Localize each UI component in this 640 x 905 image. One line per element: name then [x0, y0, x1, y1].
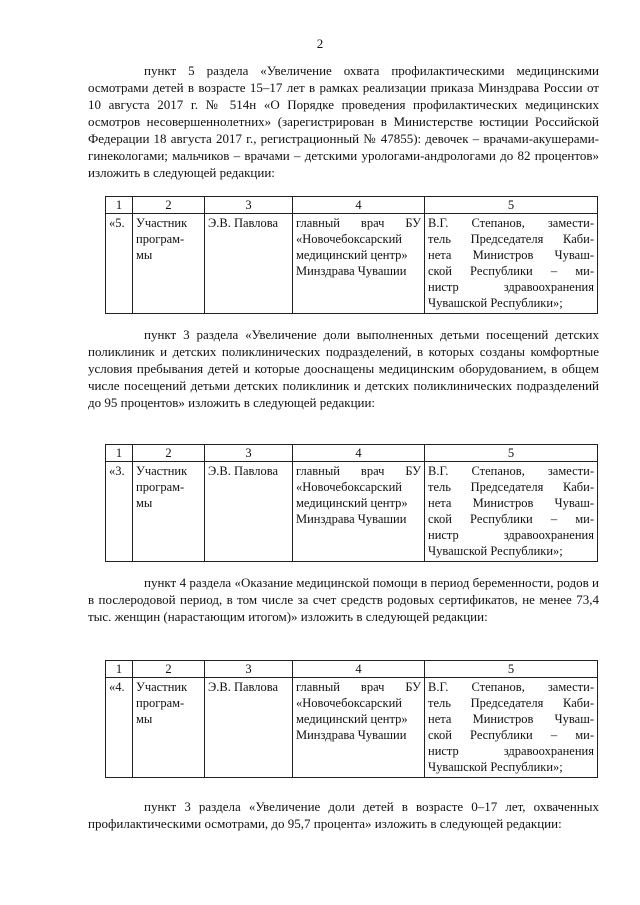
position-line: Минздрава Чувашии [296, 728, 407, 742]
cell-number: «4. [106, 678, 133, 778]
col-header: 3 [205, 445, 293, 462]
paragraph-3 [88, 574, 599, 625]
position-line: главный врач БУ [296, 680, 421, 694]
responsible-line: ской Республики – ми- [428, 264, 594, 278]
col-header: 2 [133, 197, 205, 214]
role-line: Участник [136, 216, 188, 230]
responsible-line: Чувашской Республики»; [428, 296, 563, 310]
role-line: програм- [136, 696, 185, 710]
responsible-line: В.Г. Степанов, замести- [428, 464, 594, 478]
col-header: 5 [425, 197, 598, 214]
position-line: Минздрава Чувашии [296, 512, 407, 526]
col-header: 4 [293, 197, 425, 214]
cell-role [133, 214, 205, 314]
col-header: 5 [425, 661, 598, 678]
col-header: 4 [293, 661, 425, 678]
col-header: 2 [133, 661, 205, 678]
cell-number: «3. [106, 462, 133, 562]
role-line: програм- [136, 480, 185, 494]
responsible-line: тель Председателя Каби- [428, 480, 594, 494]
position-line: Минздрава Чувашии [296, 264, 407, 278]
cell-person: Э.В. Павлова [205, 214, 293, 314]
col-header: 1 [106, 661, 133, 678]
cell-position [293, 462, 425, 562]
cell-position [293, 214, 425, 314]
responsible-line: нистр здравоохранения [428, 744, 594, 758]
responsible-line: тель Председателя Каби- [428, 232, 594, 246]
cell-position [293, 678, 425, 778]
responsible-line: нета Министров Чуваш- [428, 712, 594, 726]
position-line: главный врач БУ [296, 216, 421, 230]
position-line: медицинский центр» [296, 248, 408, 262]
position-line: главный врач БУ [296, 464, 421, 478]
paragraph-2-text: пункт 3 раздела «Увеличение доли выполненных детьми посещений детских поликлиник и детских поликлинических подразделений, в которых созданы комфортные условия пребывания детей и которые дооснащены медицинским оборудованием, в общем числе посещений детьми детских поликлиник и детских поликлинических подразделений до 95 процентов» изложить в следующей редакции: [88, 327, 599, 410]
role-line: Участник [136, 680, 188, 694]
table-header-row [106, 661, 598, 678]
position-line: «Новочебоксарский [296, 696, 402, 710]
cell-person: Э.В. Павлова [205, 678, 293, 778]
responsible-line: тель Председателя Каби- [428, 696, 594, 710]
responsible-line: нета Министров Чуваш- [428, 248, 594, 262]
table-row [106, 678, 598, 778]
role-line: мы [136, 496, 153, 510]
role-line: мы [136, 712, 153, 726]
responsible-line: нистр здравоохранения [428, 280, 594, 294]
responsible-line: Чувашской Республики»; [428, 544, 563, 558]
position-line: «Новочебоксарский [296, 232, 402, 246]
responsible-line: нета Министров Чуваш- [428, 496, 594, 510]
paragraph-3-text: пункт 4 раздела «Оказание медицинской помощи в период беременности, родов и в послеродовой период, в том числе за счет средств родовых сертификатов, не менее 73,4 тыс. женщин (нарастающим итогом)» изложить в следующей редакции: [88, 575, 599, 624]
col-header: 2 [133, 445, 205, 462]
paragraph-2 [88, 326, 599, 411]
table-header-row [106, 197, 598, 214]
edit-table-2 [105, 444, 598, 562]
responsible-line: В.Г. Степанов, замести- [428, 680, 594, 694]
role-line: мы [136, 248, 153, 262]
cell-role [133, 678, 205, 778]
position-line: медицинский центр» [296, 712, 408, 726]
col-header: 4 [293, 445, 425, 462]
position-line: «Новочебоксарский [296, 480, 402, 494]
paragraph-4 [88, 798, 599, 832]
cell-responsible [425, 462, 598, 562]
table-header-row [106, 445, 598, 462]
role-line: програм- [136, 232, 185, 246]
col-header: 3 [205, 197, 293, 214]
responsible-line: ской Республики – ми- [428, 728, 594, 742]
position-line: медицинский центр» [296, 496, 408, 510]
cell-responsible [425, 678, 598, 778]
table-row [106, 462, 598, 562]
cell-responsible [425, 214, 598, 314]
paragraph-1-text: пункт 5 раздела «Увеличение охвата профилактическими медицинскими осмотрами детей в возрасте 15–17 лет в рамках реализации приказа Минздрава России от 10 августа 2017 г. № 514н «О Порядке проведения профилактических медицинских осмотров несовершеннолетних» (зарегистрирован в Министерстве юстиции Российской Федерации 18 августа 2017 г., регистрационный № 47855): девочек – врачами-акушерами-гинекологами; мальчиков – врачами – детскими урологами-андрологами до 82 процентов» изложить в следующей редакции: [88, 63, 599, 180]
cell-role [133, 462, 205, 562]
edit-table-3 [105, 660, 598, 778]
responsible-line: ской Республики – ми- [428, 512, 594, 526]
col-header: 1 [106, 197, 133, 214]
cell-person: Э.В. Павлова [205, 462, 293, 562]
responsible-line: В.Г. Степанов, замести- [428, 216, 594, 230]
table-row [106, 214, 598, 314]
page-number: 2 [316, 36, 324, 51]
responsible-line: Чувашской Республики»; [428, 760, 563, 774]
role-line: Участник [136, 464, 188, 478]
edit-table-1 [105, 196, 598, 314]
responsible-line: нистр здравоохранения [428, 528, 594, 542]
col-header: 1 [106, 445, 133, 462]
paragraph-1 [88, 62, 599, 181]
paragraph-4-text: пункт 3 раздела «Увеличение доли детей в возрасте 0–17 лет, охваченных профилактическими осмотрами, до 95,7 процента» изложить в следующей редакции: [88, 799, 599, 831]
col-header: 5 [425, 445, 598, 462]
cell-number: «5. [106, 214, 133, 314]
col-header: 3 [205, 661, 293, 678]
